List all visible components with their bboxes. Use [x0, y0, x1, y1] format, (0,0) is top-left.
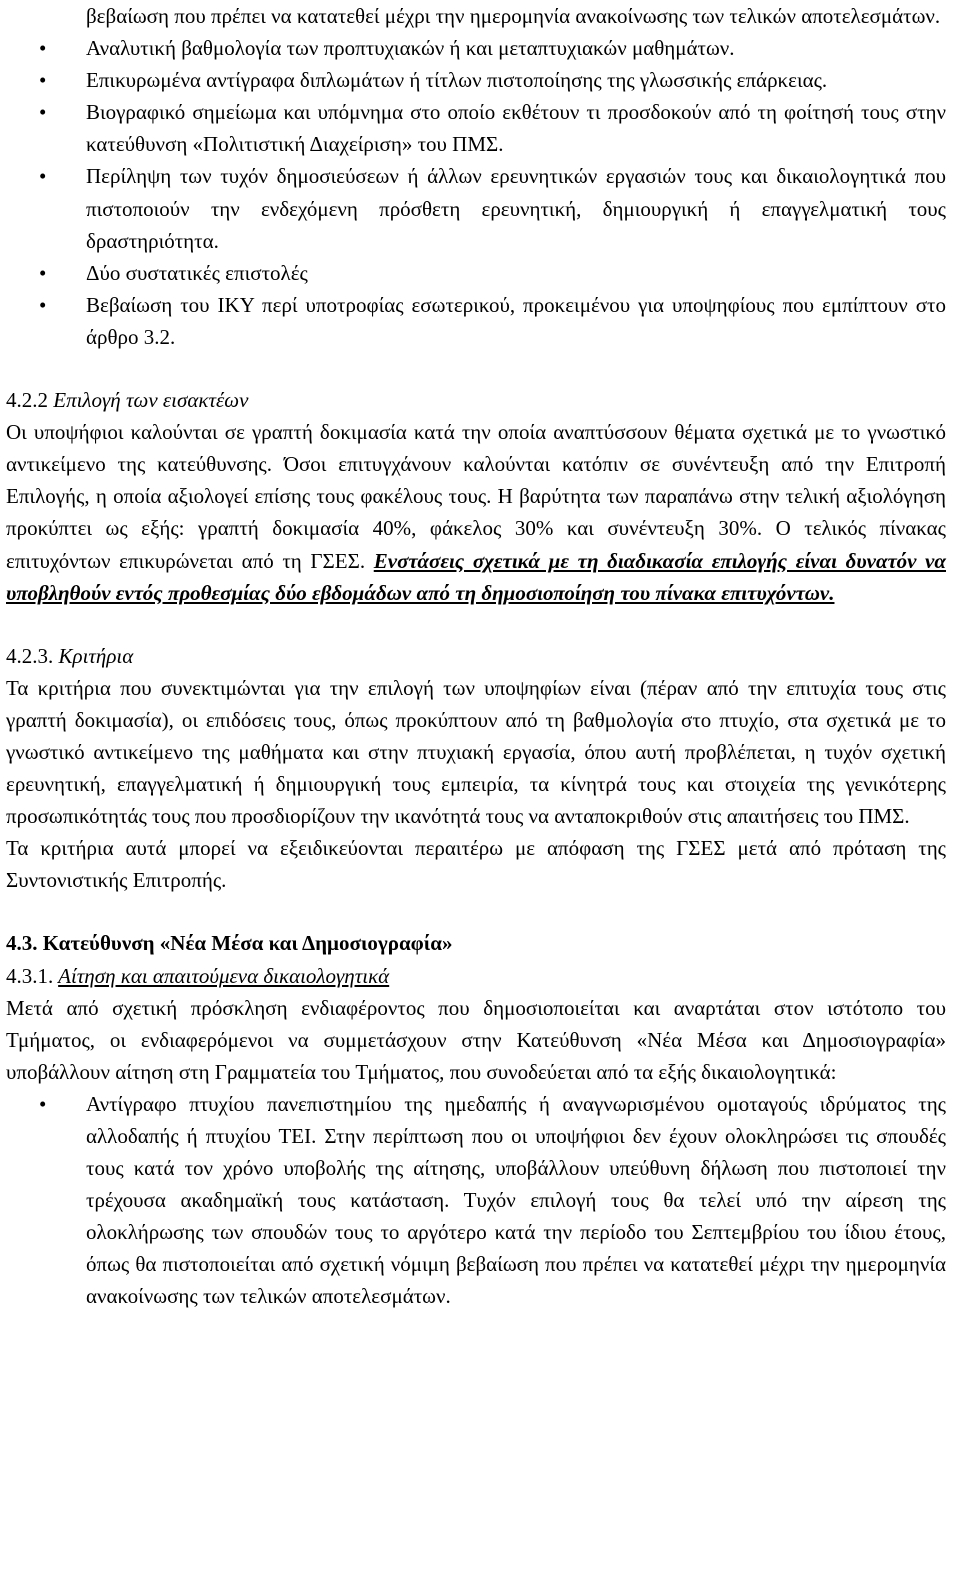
list-item: • Περίληψη των τυχόν δημοσιεύσεων ή άλλων ερευνητικών εργασιών τους και δικαιολογητικά που πιστοποιούν την ενδεχόμενη πρόσθετη ερευνητική, δημιουργική ή επαγγελματική τους δραστηριότητα. — [6, 160, 946, 256]
selection-text: Οι υποψήφιοι καλούνται σε γραπτή δοκιμασία κατά την οποία αναπτύσσουν θέματα σχετικά με το γνωστικό αντικείμενο της κατεύθυνσης. Όσοι επιτυγχάνουν καλούνται κατόπιν σε συνέντευξη από την Επιτροπή Επιλογής, η οποία αξιολογεί επίσης τους φακέλους τους. Η βαρύτητα των παραπάνω στην τελική αξιολόγηση προκύπτει ως εξής: γραπτή δοκιμασία 40%, φάκελος 30% και συνέντευξη 30%. Ο τελικός πίνακας επιτυχόντων επικυρώνεται από τη ΓΣΕΣ. — [6, 420, 946, 573]
application-paragraph: Μετά από σχετική πρόσκληση ενδιαφέροντος που δημοσιοποιείται και αναρτάται στον ιστότοπο του Τμήματος, οι ενδιαφερόμενοι να συμμετάσχουν στην Κατεύθυνση «Νέα Μέσα και Δημοσιογραφία» υποβάλλουν αίτηση στη Γραμματεία του Τμήματος, που συνοδεύεται από τα εξής δικαιολογητικά: — [6, 995, 946, 1084]
list-item: • Βιογραφικό σημείωμα και υπόμνημα στο οποίο εκθέτουν τι προσδοκούν από τη φοίτησή τους στην κατεύθυνση «Πολιτιστική Διαχείριση» του ΠΜΣ. — [6, 96, 946, 160]
requirements-list — [6, 0, 946, 353]
section-heading-4-3: 4.3. Κατεύθυνση «Νέα Μέσα και Δημοσιογραφία» — [6, 931, 453, 956]
objections-notice: Ενστάσεις σχετικά με τη διαδικασία επιλογής είναι δυνατόν να υποβληθούν εντός προθεσμίας δύο εβδομάδων από τη δημοσιοποίηση του πίνακα επιτυχόντων. — [6, 548, 946, 605]
spacer — [6, 609, 946, 640]
section-heading-4-2-3 — [6, 640, 946, 672]
section-heading-4-3-1 — [6, 960, 946, 992]
list-item: • Αναλυτική βαθμολογία των προπτυχιακών ή και μεταπτυχιακών μαθημάτων. — [6, 32, 946, 64]
section-title: Αίτηση και απαιτούμενα δικαιολογητικά — [58, 963, 390, 988]
criteria-paragraph-2: Τα κριτήρια αυτά μπορεί να εξειδικεύονται περαιτέρω με απόφαση της ΓΣΕΣ μετά από πρόταση της Συντονιστικής Επιτροπής. — [6, 836, 946, 893]
spacer — [6, 353, 946, 384]
section-title: Κριτήρια — [58, 643, 134, 668]
list-item: • Δύο συστατικές επιστολές — [6, 257, 946, 289]
section-number: 4.3.1. — [6, 963, 54, 988]
list-item: βεβαίωση που πρέπει να κατατεθεί μέχρι την ημερομηνία ανακοίνωσης των τελικών αποτελεσμάτων. — [86, 4, 941, 28]
list-item: • Βεβαίωση του ΙΚΥ περί υποτροφίας εσωτερικού, προκειμένου για υποψηφίους που εμπίπτουν στο άρθρο 3.2. — [6, 289, 946, 353]
criteria-paragraph: Τα κριτήρια που συνεκτιμώνται για την επιλογή των υποψηφίων είναι (πέραν από την επιτυχία τους στις γραπτή δοκιμασία), οι επιδόσεις τους, όπως προκύπτουν από τη βαθμολογία στο πτυχίο, στα σχετικά με το γνωστικό αντικείμενο της μαθήματα και στην πτυχιακή εργασία, όπου αυτή προβλέπεται, η τυχόν σχετική ερευνητική, επαγγελματική ή δημιουργική τους εμπειρία, τα κίνητρά τους και στοιχεία της γενικότερης προσωπικότητάς τους που προσδιορίζουν την ικανότητά τους να ανταποκριθούν στις απαιτήσεις του ΠΜΣ. — [6, 675, 946, 829]
section-number: 4.2.2 — [6, 388, 48, 413]
section-number: 4.2.3. — [6, 643, 54, 668]
spacer — [6, 896, 946, 927]
selection-paragraph — [6, 416, 946, 609]
documents-list — [6, 1088, 946, 1313]
list-item: • Αντίγραφο πτυχίου πανεπιστημίου της ημεδαπής ή αναγνωρισμένου ομοταγούς ιδρύματος της αλλοδαπής ή πτυχίου ΤΕΙ. Στην περίπτωση που οι υποψήφιοι δεν έχουν ολοκληρώσει τις σπουδές τους κατά τον χρόνο υποβολής της αίτησης, υποβάλλουν υπεύθυνη δήλωση που πιστοποιεί την τρέχουσα ακαδημαϊκή τους κατάσταση. Τυχόν επιλογή τους θα τελεί υπό την αίρεση της ολοκλήρωσης των σπουδών τους το αργότερο κατά την περίοδο του Σεπτεμβρίου του ίδιου έτους, όπως θα πιστοποιείται από σχετική νόμιμη βεβαίωση που πρέπει να κατατεθεί μέχρι την ημερομηνία ανακοίνωσης των τελικών αποτελεσμάτων. — [6, 1088, 946, 1313]
section-heading-4-2-2 — [6, 384, 946, 416]
list-item: • Επικυρωμένα αντίγραφα διπλωμάτων ή τίτλων πιστοποίησης της γλωσσικής επάρκειας. — [6, 64, 946, 96]
section-title: Επιλογή των εισακτέων — [53, 388, 249, 413]
